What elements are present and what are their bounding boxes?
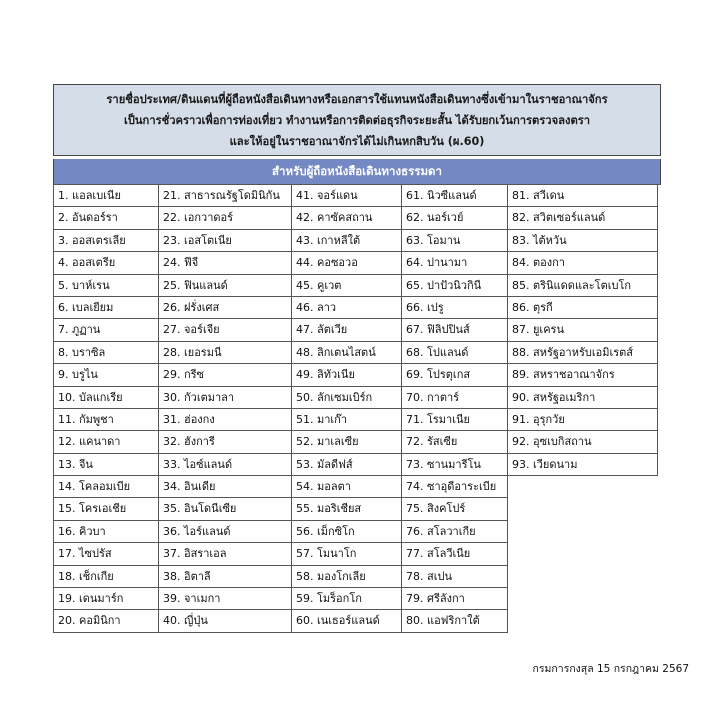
country-cell: 17. ไซปรัส	[54, 543, 159, 565]
country-cell: 47. ลัตเวีย	[292, 319, 402, 341]
country-cell: 42. คาซัคสถาน	[292, 207, 402, 229]
country-cell: 85. ตรินิแดดและโตเบโก	[508, 275, 658, 297]
country-cell: 79. ศรีลังกา	[402, 588, 508, 610]
country-cell: 55. มอริเชียส	[292, 498, 402, 520]
country-cell: 1. แอลเบเนีย	[54, 185, 159, 207]
country-cell: 43. เกาหลีใต้	[292, 230, 402, 252]
country-cell: 22. เอกวาดอร์	[159, 207, 292, 229]
country-cell: 15. โครเอเชีย	[54, 498, 159, 520]
country-cell: 82. สวิตเซอร์แลนด์	[508, 207, 658, 229]
country-cell: 2. อันดอร์รา	[54, 207, 159, 229]
country-cell: 64. ปานามา	[402, 252, 508, 274]
country-cell: 27. จอร์เจีย	[159, 319, 292, 341]
country-cell: 21. สาธารณรัฐโดมินิกัน	[159, 185, 292, 207]
country-cell: 54. มอลตา	[292, 476, 402, 498]
country-cell: 84. ตองกา	[508, 252, 658, 274]
country-cell: 45. คูเวต	[292, 275, 402, 297]
country-cell: 26. ฝรั่งเศส	[159, 297, 292, 319]
country-cell: 13. จีน	[54, 454, 159, 476]
country-cell: 4. ออสเตรีย	[54, 252, 159, 274]
country-cell: 20. คอมินิกา	[54, 610, 159, 632]
country-cell: 32. ฮังการี	[159, 431, 292, 453]
country-cell: 59. โมร็อกโก	[292, 588, 402, 610]
footer-date: กรมการกงสุล 15 กรกฎาคม 2567	[532, 663, 689, 675]
country-cell: 6. เบลเยียม	[54, 297, 159, 319]
country-cell: 36. ไอร์แลนด์	[159, 521, 292, 543]
title-box	[53, 84, 661, 156]
empty-cell	[508, 498, 658, 520]
country-cell: 12. แคนาดา	[54, 431, 159, 453]
title-line-3: และให้อยู่ในราชอาณาจักรได้ไม่เกินหกสิบวัน (ผ.60)	[229, 135, 485, 148]
country-cell: 57. โมนาโก	[292, 543, 402, 565]
country-cell: 16. คิวบา	[54, 521, 159, 543]
country-cell: 23. เอสโตเนีย	[159, 230, 292, 252]
country-cell: 65. ปาปัวนิวกินี	[402, 275, 508, 297]
country-cell: 5. บาห์เรน	[54, 275, 159, 297]
section-heading: สำหรับผู้ถือหนังสือเดินทางธรรมดา	[53, 159, 661, 184]
country-cell: 37. อิสราเอล	[159, 543, 292, 565]
country-cell: 80. แอฟริกาใต้	[402, 610, 508, 632]
country-cell: 39. จาเมกา	[159, 588, 292, 610]
country-cell: 38. อิตาลี	[159, 566, 292, 588]
title-line-1: รายชื่อประเทศ/ดินแดนที่ผู้ถือหนังสือเดินทางหรือเอกสารใช้แทนหนังสือเดินทางซึ่งเข้ามาในราชอาณาจักร	[106, 93, 608, 106]
country-cell: 18. เช็กเกีย	[54, 566, 159, 588]
empty-cell	[508, 476, 658, 498]
country-cell: 33. ไอซ์แลนด์	[159, 454, 292, 476]
country-cell: 83. ไต้หวัน	[508, 230, 658, 252]
country-cell: 31. ฮ่องกง	[159, 409, 292, 431]
title-line-2: เป็นการชั่วคราวเพื่อการท่องเที่ยว ทำงานหรือการติดต่อธุรกิจระยะสั้น ได้รับยกเว้นการตรวจลงตรา	[123, 114, 591, 127]
country-cell: 53. มัลดีฟส์	[292, 454, 402, 476]
country-cell: 49. ลิทัวเนีย	[292, 364, 402, 386]
country-cell: 7. ภูฏาน	[54, 319, 159, 341]
country-cell: 67. ฟิลิปปินส์	[402, 319, 508, 341]
country-cell: 41. จอร์แดน	[292, 185, 402, 207]
empty-cell	[508, 588, 658, 610]
country-cell: 51. มาเก๊า	[292, 409, 402, 431]
country-cell: 68. โปแลนด์	[402, 342, 508, 364]
document	[53, 84, 661, 633]
country-cell: 60. เนเธอร์แลนด์	[292, 610, 402, 632]
country-cell: 25. ฟินแลนด์	[159, 275, 292, 297]
country-cell: 34. อินเดีย	[159, 476, 292, 498]
country-cell: 56. เม็กซิโก	[292, 521, 402, 543]
country-cell: 50. ลักเซมเบิร์ก	[292, 387, 402, 409]
country-cell: 19. เดนมาร์ก	[54, 588, 159, 610]
country-cell: 46. ลาว	[292, 297, 402, 319]
country-cell: 92. อุซเบกิสถาน	[508, 431, 658, 453]
country-cell: 90. สหรัฐอเมริกา	[508, 387, 658, 409]
country-cell: 72. รัสเซีย	[402, 431, 508, 453]
country-cell: 44. คอซอวอ	[292, 252, 402, 274]
country-cell: 74. ซาอุดีอาระเบีย	[402, 476, 508, 498]
empty-cell	[508, 566, 658, 588]
country-cell: 88. สหรัฐอาหรับเอมิเรตส์	[508, 342, 658, 364]
country-cell: 86. ตุรกี	[508, 297, 658, 319]
country-cell: 30. กัวเตมาลา	[159, 387, 292, 409]
country-cell: 75. สิงคโปร์	[402, 498, 508, 520]
country-cell: 69. โปรตุเกส	[402, 364, 508, 386]
country-cell: 62. นอร์เวย์	[402, 207, 508, 229]
country-cell: 66. เปรู	[402, 297, 508, 319]
country-cell: 40. ญี่ปุ่น	[159, 610, 292, 632]
country-cell: 78. สเปน	[402, 566, 508, 588]
country-cell: 91. อุรุกวัย	[508, 409, 658, 431]
empty-cell	[508, 610, 658, 632]
country-cell: 87. ยูเครน	[508, 319, 658, 341]
country-cell: 35. อินโดนีเซีย	[159, 498, 292, 520]
country-cell: 81. สวีเดน	[508, 185, 658, 207]
country-cell: 10. บัลแกเรีย	[54, 387, 159, 409]
country-cell: 70. กาตาร์	[402, 387, 508, 409]
country-cell: 48. ลิกเตนไสตน์	[292, 342, 402, 364]
country-cell: 14. โคลอมเบีย	[54, 476, 159, 498]
country-cell: 3. ออสเตรเลีย	[54, 230, 159, 252]
country-cell: 58. มองโกเลีย	[292, 566, 402, 588]
country-cell: 61. นิวซีแลนด์	[402, 185, 508, 207]
country-cell: 29. กรีซ	[159, 364, 292, 386]
country-cell: 71. โรมาเนีย	[402, 409, 508, 431]
country-cell: 9. บรูไน	[54, 364, 159, 386]
country-cell: 73. ซานมารีโน	[402, 454, 508, 476]
country-cell: 52. มาเลเซีย	[292, 431, 402, 453]
country-cell: 24. ฟีจี	[159, 252, 292, 274]
country-cell: 89. สหราชอาณาจักร	[508, 364, 658, 386]
country-table	[53, 184, 661, 633]
country-cell: 11. กัมพูชา	[54, 409, 159, 431]
country-cell: 63. โอมาน	[402, 230, 508, 252]
country-cell: 77. สโลวีเนีย	[402, 543, 508, 565]
country-cell: 28. เยอรมนี	[159, 342, 292, 364]
country-cell: 76. สโลวาเกีย	[402, 521, 508, 543]
country-cell: 8. บราซิล	[54, 342, 159, 364]
empty-cell	[508, 543, 658, 565]
country-cell: 93. เวียดนาม	[508, 454, 658, 476]
empty-cell	[508, 521, 658, 543]
